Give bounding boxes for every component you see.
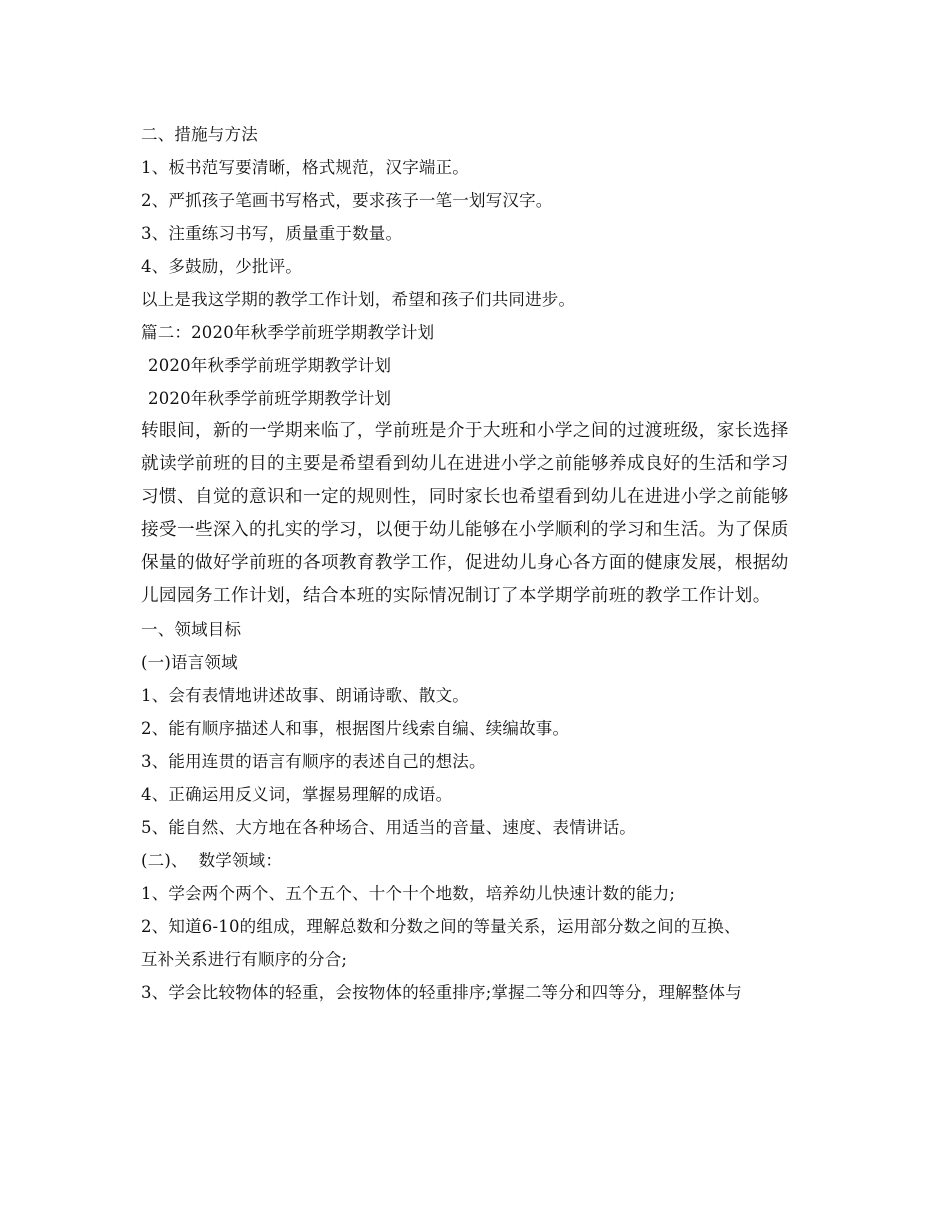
list-item: 4、正确运用反义词，掌握易理解的成语。 [141, 785, 453, 804]
list-item: 3、学会比较物体的轻重，会按物体的轻重排序;掌握二等分和四等分，理解整体与 [141, 983, 742, 1002]
list-item: 1、板书范写要清晰，格式规范，汉字端正。 [141, 158, 469, 177]
list-item: 3、注重练习书写，质量重于数量。 [141, 224, 403, 243]
section-heading-goals: 一、领域目标 [141, 620, 242, 639]
paragraph-line: 儿园园务工作计划，结合本班的实际情况制订了本学期学前班的教学工作计划。 [141, 586, 771, 606]
list-item: 2、能有顺序描述人和事，根据图片线索自编、续编故事。 [141, 719, 570, 738]
list-item-continuation: 互补关系进行有顺序的分合; [141, 950, 348, 969]
subsection-heading-math: (二)、 数学领域： [141, 851, 283, 870]
list-item: 4、多鼓励，少批评。 [141, 257, 302, 276]
list-item: 2、严抓孩子笔画书写格式，要求孩子一笔一划写汉字。 [141, 191, 553, 210]
document-body [141, 118, 831, 1009]
section-heading-measures: 二、措施与方法 [141, 125, 258, 144]
paragraph-line: 就读学前班的目的主要是希望看到幼儿在进进小学之前能够养成良好的生活和学习 [141, 454, 789, 474]
paragraph-line: 习惯、自觉的意识和一定的规则性，同时家长也希望看到幼儿在进进小学之前能够 [141, 487, 789, 507]
paragraph-line: 接受一些深入的扎实的学习，以便于幼儿能够在小学顺利的学习和生活。为了保质 [141, 520, 789, 540]
list-item: 1、会有表情地讲述故事、朗诵诗歌、散文。 [141, 686, 469, 705]
paragraph-line: 转眼间，新的一学期来临了，学前班是介于大班和小学之间的过渡班级，家长选择 [141, 421, 789, 441]
subsection-heading-language: (一)语言领域 [141, 653, 238, 672]
article-title-repeat: 2020年秋季学前班学期教学计划 [148, 389, 392, 408]
article-title: 2020年秋季学前班学期教学计划 [148, 356, 392, 375]
list-item: 3、能用连贯的语言有顺序的表述自己的想法。 [141, 752, 486, 771]
paragraph-line: 保量的做好学前班的各项教育教学工作，促进幼儿身心各方面的健康发展，根据幼 [141, 553, 789, 573]
closing-sentence: 以上是我这学期的教学工作计划，希望和孩子们共同进步。 [141, 290, 576, 309]
list-item: 2、知道6-10的组成，理解总数和分数之间的等量关系，运用部分数之间的互换、 [141, 917, 741, 936]
article-heading: 篇二：2020年秋季学前班学期教学计划 [141, 323, 435, 342]
list-item: 1、学会两个两个、五个五个、十个十个地数，培养幼儿快速计数的能力; [141, 884, 676, 903]
list-item: 5、能自然、大方地在各种场合、用适当的音量、速度、表情讲话。 [141, 818, 636, 837]
